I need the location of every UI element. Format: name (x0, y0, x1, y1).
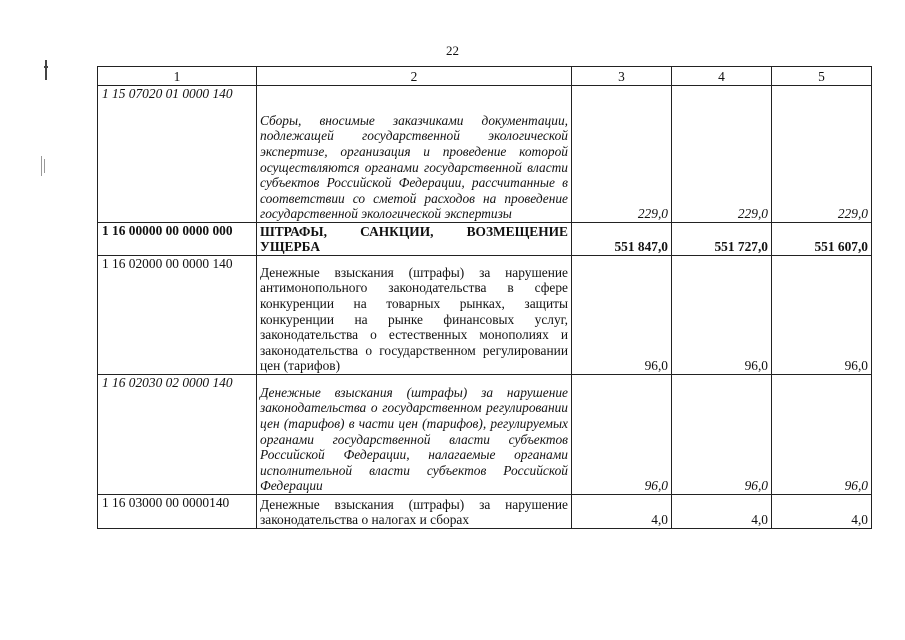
revenue-table (97, 66, 872, 529)
row-description: Денежные взыскания (штрафы) за нарушение законодательства о налогах и сборах (257, 495, 572, 529)
margin-mark (44, 159, 45, 173)
table-row (98, 256, 872, 375)
column-header: 4 (672, 67, 772, 86)
row-value-col5: 551 607,0 (772, 223, 872, 256)
row-description: Денежные взыскания (штрафы) за нарушение антимонопольного законодательства в сфере конкуренции на товарных рынках, защиты конкуренции на рынке финансовых услуг, законодательства о естественных монополиях и законодательства о государственном регулировании цен (тарифов) (257, 256, 572, 375)
column-header-row (98, 67, 872, 86)
row-value-col5: 4,0 (772, 495, 872, 529)
row-code: 1 16 00000 00 0000 000 (98, 223, 257, 256)
row-value-col4: 96,0 (672, 375, 772, 495)
column-header: 5 (772, 67, 872, 86)
row-value-col4: 96,0 (672, 256, 772, 375)
column-header: 1 (98, 67, 257, 86)
row-description: ШТРАФЫ, САНКЦИИ, ВОЗМЕЩЕНИЕ УЩЕРБА (257, 223, 572, 256)
margin-mark (44, 66, 48, 68)
row-code: 1 16 03000 00 0000140 (98, 495, 257, 529)
row-value-col4: 229,0 (672, 86, 772, 223)
row-description: Сборы, вносимые заказчиками документации, подлежащей государственной экологической экспертизе, организация и проведение которой осуществляются органами государственной власти субъектов Российской Федерации, рассчитанные в соответствии со сметой расходов на проведение государственной экологической экспертизы (257, 86, 572, 223)
column-header: 3 (572, 67, 672, 86)
table-row (98, 223, 872, 256)
margin-mark (45, 60, 47, 80)
row-value-col5: 96,0 (772, 256, 872, 375)
row-value-col3: 229,0 (572, 86, 672, 223)
row-code: 1 16 02000 00 0000 140 (98, 256, 257, 375)
page-number: 22 (446, 43, 459, 58)
row-value-col3: 96,0 (572, 375, 672, 495)
row-value-col4: 4,0 (672, 495, 772, 529)
table-row (98, 375, 872, 495)
table-row (98, 495, 872, 529)
row-value-col3: 4,0 (572, 495, 672, 529)
row-value-col5: 229,0 (772, 86, 872, 223)
row-value-col3: 96,0 (572, 256, 672, 375)
margin-mark (41, 156, 42, 176)
table-row (98, 86, 872, 223)
row-code: 1 15 07020 01 0000 140 (98, 86, 257, 223)
row-code: 1 16 02030 02 0000 140 (98, 375, 257, 495)
row-value-col5: 96,0 (772, 375, 872, 495)
row-description: Денежные взыскания (штрафы) за нарушение законодательства о государственном регулировании цен (тарифов) в части цен (тарифов), регулируемых органами государственной власти субъектов Российской Федерации, налагаемые органами исполнительной власти субъектов Российской Федерации (257, 375, 572, 495)
row-value-col3: 551 847,0 (572, 223, 672, 256)
row-value-col4: 551 727,0 (672, 223, 772, 256)
column-header: 2 (257, 67, 572, 86)
